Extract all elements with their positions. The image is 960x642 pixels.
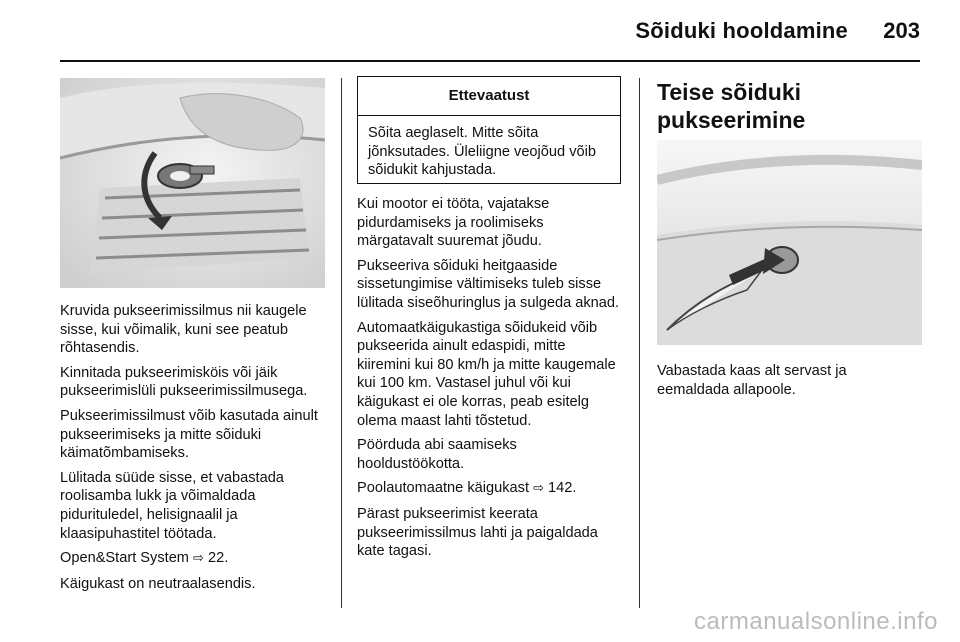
rear-cover-illustration: [657, 140, 922, 345]
watermark: carmanualsonline.info: [694, 608, 938, 635]
reference-page: 22.: [208, 550, 229, 567]
caution-text: Sõita aeglaselt. Mitte sõita jõnksutades. Üleliigne veojõud võib sõidukit kahjustada.: [368, 125, 596, 179]
reference-arrow-icon: ⇨: [193, 551, 204, 567]
paragraph: Automaatkäigukastiga sõidukeid võib pukseerida ainult edaspidi, mitte kiiremini kui 80 km/h ja mitte kaugemale kui 100 km. Vastasel juhul või kui käigukast ei ole korras, peab esitelg olema maast lahti tõstetud.: [357, 319, 616, 429]
column-left: [60, 302, 325, 599]
column-divider-right: [639, 78, 640, 608]
reference-text: Poolautomaatne käigukast: [357, 480, 529, 497]
column-divider-left: [341, 78, 342, 608]
paragraph: Vabastada kaas alt servast ja eemaldada allapoole.: [657, 363, 847, 398]
caution-title: Ettevaatust: [358, 77, 620, 116]
paragraph: Pärast pukseerimist keerata pukseerimissilmus lahti ja paigaldada kate tagasi.: [357, 505, 598, 560]
section-heading: Teise sõiduki pukseerimine: [657, 79, 806, 133]
reference-arrow-icon: ⇨: [533, 481, 544, 497]
caution-box: [357, 76, 621, 184]
reference-page: 142.: [548, 480, 577, 497]
page-number: 203: [883, 18, 920, 43]
page-header-title: Sõiduki hooldamine: [635, 18, 848, 43]
cross-reference: [357, 479, 623, 499]
column-middle: [357, 195, 623, 567]
paragraph: Pukseerimissilmust võib kasutada ainult pukseerimiseks ja mitte sõiduki käimatõmbamiseks.: [60, 407, 318, 462]
paragraph: Kui mootor ei tööta, vajatakse pidurdamiseks ja roolimiseks märgatavalt suuremat jõudu.: [357, 196, 550, 250]
reference-text: Open&Start System: [60, 550, 189, 567]
paragraph: Kruvida pukseerimissilmus nii kaugele sisse, kui võimalik, kuni see peatub rõhtasendis.: [60, 303, 307, 357]
paragraph: Pöörduda abi saamiseks hooldustöökotta.: [357, 437, 517, 472]
paragraph: Pukseeriva sõiduki heitgaaside sissetungimise vältimiseks tuleb sisse lülitada siseõhuringlus ja sulgeda aknad.: [357, 257, 620, 311]
paragraph: Kinnitada pukseerimisköis või jäik pukseerimislüli pukseerimissilmusega.: [60, 364, 308, 400]
towing-eye-illustration: [60, 78, 325, 288]
paragraph: Lülitada süüde sisse, et vabastada roolisamba lukk ja võimaldada pidurituledel, helisignaalil ja klaasipuhastitel töötada.: [60, 469, 284, 542]
paragraph: Käigukast on neutraalasendis.: [60, 575, 256, 592]
column-right: [657, 362, 922, 405]
cross-reference: [60, 549, 325, 569]
header-rule: [60, 60, 920, 62]
